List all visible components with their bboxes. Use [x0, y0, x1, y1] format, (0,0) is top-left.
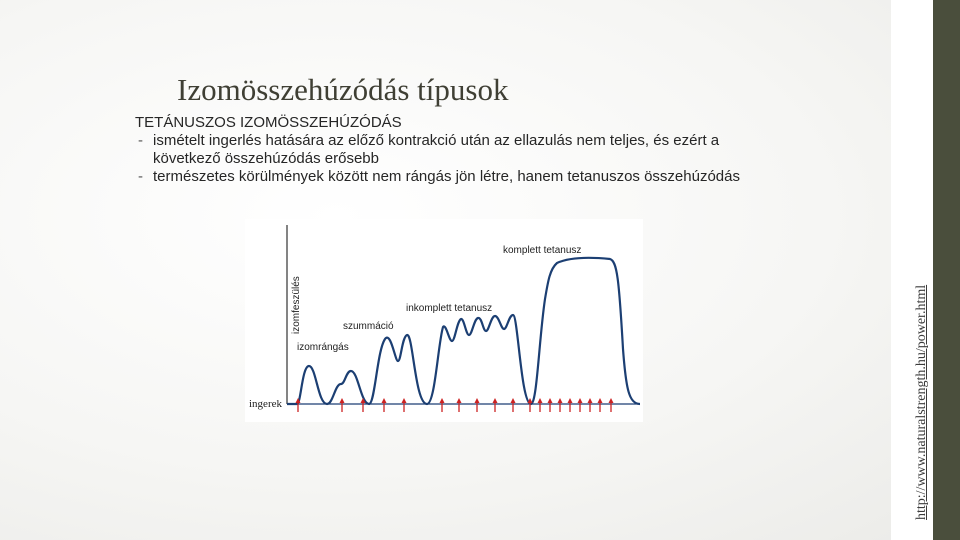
bullet-item	[135, 132, 775, 168]
label-complete-tetanus: komplett tetanusz	[503, 245, 582, 256]
stimulus-arrow-head	[440, 398, 445, 403]
bullet-item	[135, 168, 775, 186]
stimulus-arrow-head	[382, 398, 387, 403]
stimulus-arrow-head	[538, 398, 543, 403]
body-text	[135, 114, 775, 186]
stimulus-arrow-head	[558, 398, 563, 403]
stimulus-arrow-head	[548, 398, 553, 403]
label-incomplete-tetanus: inkomplett tetanusz	[406, 303, 493, 314]
slide-title: Izomösszehúzódás típusok	[177, 72, 509, 107]
stimulus-arrow-head	[598, 398, 603, 403]
stimulus-arrow-head	[475, 398, 480, 403]
stimulus-arrow-head	[511, 398, 516, 403]
stimulus-arrow-head	[578, 398, 583, 403]
response-curve	[287, 258, 640, 404]
bullet-text: ismételt ingerlés hatására az előző kontrakció után az ellazulás nem teljes, és ezért a következő összehúzódás erősebb	[153, 132, 720, 167]
bullet-list	[135, 132, 775, 186]
stimulus-arrow-head	[340, 398, 345, 403]
label-twitch: izomrángás	[297, 342, 349, 353]
stimulus-arrow-head	[588, 398, 593, 403]
stimulus-label: ingerek	[249, 398, 282, 410]
bullet-marker: -	[138, 168, 143, 185]
stimulus-arrow-head	[609, 398, 614, 403]
stimulus-arrow-head	[568, 398, 573, 403]
stimulus-arrows	[296, 398, 614, 412]
y-axis-label: izomfeszülés	[291, 276, 302, 334]
tetanus-diagram	[245, 219, 643, 422]
stimulus-arrow-head	[493, 398, 498, 403]
stimulus-arrow-head	[457, 398, 462, 403]
bullet-marker: -	[138, 132, 143, 149]
source-link[interactable]: http://www.naturalstrength.hu/power.html	[914, 284, 929, 520]
section-heading: TETÁNUSZOS IZOMÖSSZEHÚZÓDÁS	[135, 114, 402, 131]
stimulus-arrow-head	[402, 398, 407, 403]
bullet-text: természetes körülmények között nem rángás jön létre, hanem tetanuszos összehúzódás	[153, 168, 740, 185]
label-summation: szummáció	[343, 321, 394, 332]
tetanus-diagram-svg	[245, 219, 643, 422]
